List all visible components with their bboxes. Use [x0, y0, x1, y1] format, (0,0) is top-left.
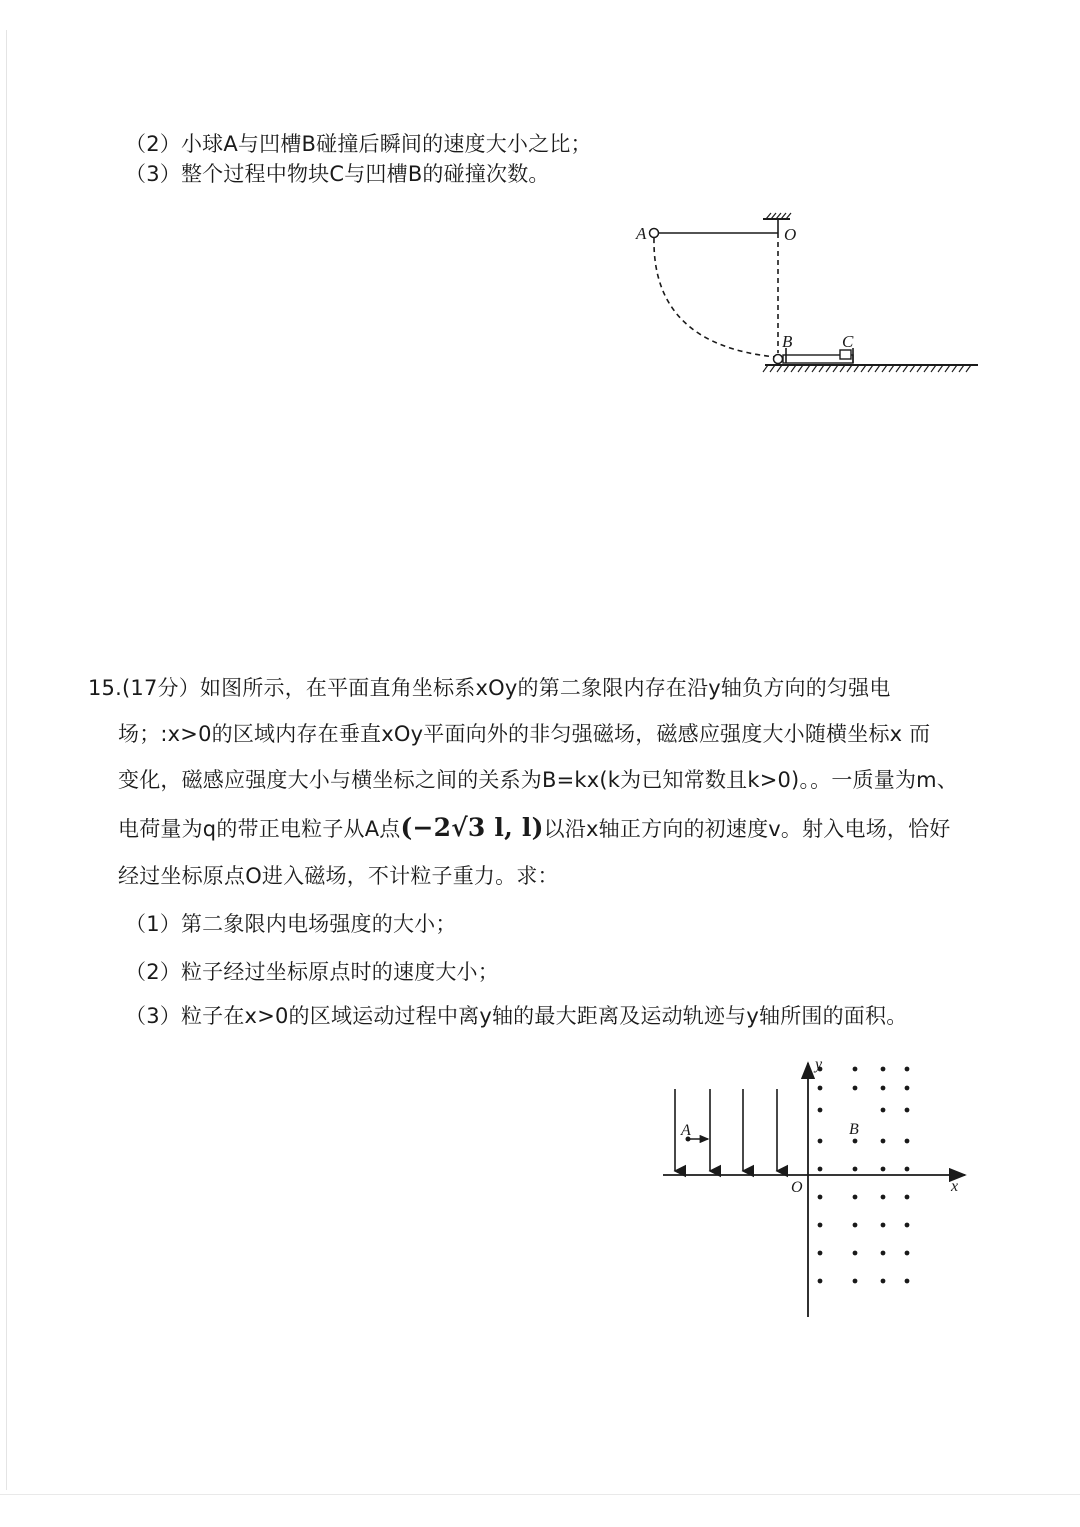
label-c: C [842, 332, 854, 351]
hatch-mark [861, 365, 866, 372]
hatch-mark [791, 365, 796, 372]
field-dot [818, 1251, 823, 1256]
field-dot [905, 1195, 910, 1200]
hatch-mark [945, 365, 950, 372]
hatch-mark [938, 365, 943, 372]
field-dot [818, 1279, 823, 1284]
label-a: A [681, 1122, 691, 1139]
hatch-mark [959, 365, 964, 372]
q15-part-2: （2）粒子经过坐标原点时的速度大小； [125, 960, 499, 984]
field-dot [905, 1108, 910, 1113]
field-dot [853, 1195, 858, 1200]
field-dot [881, 1139, 886, 1144]
field-dot [881, 1279, 886, 1284]
field-dot [853, 1167, 858, 1172]
q15-line-4-pre: 电荷量为q的带正电粒子从A点 [118, 817, 401, 841]
q14-part-2: （2）小球A与凹槽B碰撞后瞬间的速度大小之比； [125, 132, 592, 156]
label-b: B [849, 1121, 859, 1138]
hatch-mark [875, 365, 880, 372]
field-dot [881, 1067, 886, 1072]
hatch-mark [889, 365, 894, 372]
field-dot [905, 1139, 910, 1144]
q15-line-5: 经过坐标原点O进入磁场，不计粒子重力。求： [118, 864, 559, 888]
hatch-mark [868, 365, 873, 372]
hatch-mark [784, 365, 789, 372]
q15-part-1: （1）第二象限内电场强度的大小； [125, 912, 457, 936]
scan-edge-bottom [0, 1494, 1080, 1495]
field-dot [818, 1086, 823, 1091]
field-dot [881, 1086, 886, 1091]
hatch-mark [833, 365, 838, 372]
field-dot [905, 1086, 910, 1091]
scan-edge-left [6, 30, 7, 1490]
hatch-mark [826, 365, 831, 372]
ball-at-b [774, 355, 783, 364]
hatch-mark [910, 365, 915, 372]
field-dot [881, 1251, 886, 1256]
field-dot [853, 1139, 858, 1144]
ground-hatch [763, 365, 971, 372]
q15-line-4-post: 以沿x轴正方向的初速度v。射入电场，恰好 [543, 817, 951, 841]
q15-line-3: 变化，磁感应强度大小与横坐标之间的关系为B=kx(k为已知常数且k>0)。。一质量为m、 [118, 768, 959, 792]
hatch-mark [840, 365, 845, 372]
hatch-mark [819, 365, 824, 372]
hatch-mark [763, 365, 768, 372]
field-dot [818, 1139, 823, 1144]
hatch-mark [952, 365, 957, 372]
field-dot [853, 1279, 858, 1284]
field-dot [853, 1067, 858, 1072]
label-a: A [636, 224, 647, 243]
field-dot [818, 1195, 823, 1200]
point-a-coordinates: (−2√3 l, l) [400, 813, 544, 842]
hatch-mark [812, 365, 817, 372]
block-c [840, 350, 851, 359]
field-dot [881, 1108, 886, 1113]
hatch-mark [770, 365, 775, 372]
hatch-mark [896, 365, 901, 372]
label-x: x [951, 1178, 959, 1195]
hatch-mark [847, 365, 852, 372]
q14-part-3: （3）整个过程中物块C与凹槽B的碰撞次数。 [125, 162, 550, 186]
label-o: O [784, 225, 797, 244]
q15-line-1: 15.(17分）如图所示，在平面直角坐标系xOy的第二象限内存在沿y轴负方向的匀强电 [88, 676, 891, 700]
hatch-mark [903, 365, 908, 372]
field-dot [853, 1223, 858, 1228]
q15-line-4 [118, 814, 951, 843]
field-dot [881, 1195, 886, 1200]
hatch-mark [805, 365, 810, 372]
hatch-mark [854, 365, 859, 372]
swing-arc [654, 238, 776, 357]
field-dot [818, 1223, 823, 1228]
hatch-mark [882, 365, 887, 372]
field-dot [853, 1251, 858, 1256]
field-dot [905, 1223, 910, 1228]
hatch-mark [777, 365, 782, 372]
field-dot [881, 1167, 886, 1172]
field-dot [905, 1067, 910, 1072]
q15-line-2: 场；:x>0的区域内存在垂直xOy平面向外的非匀强磁场，磁感应强度大小随横坐标x 而 [118, 722, 931, 746]
hatch-mark [924, 365, 929, 372]
label-origin: O [791, 1179, 803, 1196]
field-dot [853, 1086, 858, 1091]
field-diagram [655, 1055, 975, 1325]
field-dot [905, 1167, 910, 1172]
hatch-mark [966, 365, 971, 372]
hatch-mark [931, 365, 936, 372]
field-dot [818, 1108, 823, 1113]
field-dot [881, 1223, 886, 1228]
field-dot [818, 1167, 823, 1172]
pendulum-diagram [620, 205, 990, 390]
ball-a [650, 229, 659, 238]
field-dot [905, 1279, 910, 1284]
hatch-mark [798, 365, 803, 372]
label-y: y [815, 1056, 823, 1073]
hatch-mark [917, 365, 922, 372]
field-dot [905, 1251, 910, 1256]
q15-part-3: （3）粒子在x>0的区域运动过程中离y轴的最大距离及运动轨迹与y轴所围的面积。 [125, 1004, 908, 1028]
label-b: B [782, 332, 793, 351]
